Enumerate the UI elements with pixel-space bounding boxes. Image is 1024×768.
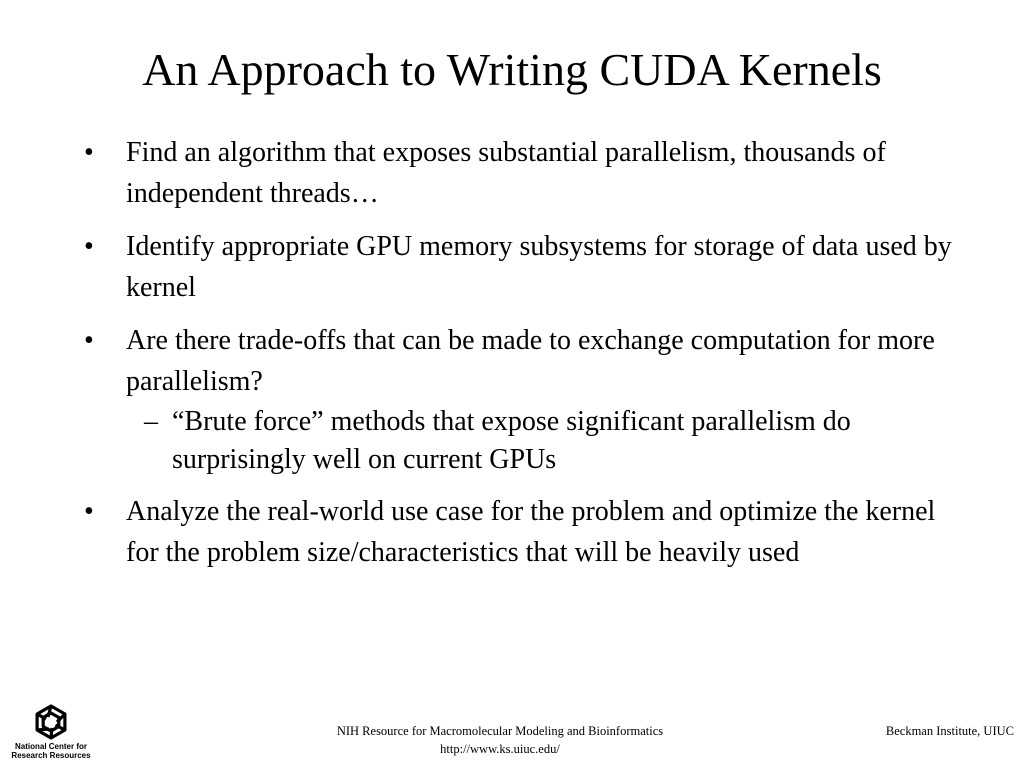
ncrr-logo: [11, 702, 91, 762]
bullet-list: [80, 132, 960, 585]
footer-institute: Beckman Institute, UIUC: [885, 724, 1014, 738]
slide-title: An Approach to Writing CUDA Kernels: [142, 44, 882, 95]
sub-bullet-text: “Brute force” methods that expose significant parallelism do surprisingly well on current GPUs: [172, 406, 851, 475]
bullet-text: Are there trade-offs that can be made to exchange computation for more parallelism?: [126, 325, 935, 397]
sub-bullet-marker: –: [144, 406, 158, 437]
logo-text-line1: National Center for: [14, 742, 88, 751]
bullet-item: [80, 132, 960, 214]
bullet-item: [80, 320, 960, 402]
bullet-marker: •: [84, 496, 94, 527]
logo-text-line2: Research Resources: [11, 751, 91, 760]
footer-resource-name: NIH Resource for Macromolecular Modeling and Bioinformatics: [336, 724, 664, 738]
bullet-marker: •: [84, 231, 94, 262]
bullet-text: Find an algorithm that exposes substantial parallelism, thousands of independent threads…: [126, 137, 886, 209]
bullet-marker: •: [84, 137, 94, 168]
bullet-item: [80, 491, 960, 573]
bullet-item: [80, 226, 960, 308]
footer-url: http://www.ks.uiuc.edu/: [440, 742, 560, 756]
bullet-text: Identify appropriate GPU memory subsystems for storage of data used by kernel: [126, 231, 952, 303]
sub-bullet-item: [80, 403, 960, 479]
bullet-marker: •: [84, 325, 94, 356]
bullet-text: Analyze the real-world use case for the problem and optimize the kernel for the problem size/characteristics that will be heavily used: [126, 496, 936, 568]
footer-center: [280, 722, 720, 758]
ncrr-logo-icon: [11, 702, 91, 762]
